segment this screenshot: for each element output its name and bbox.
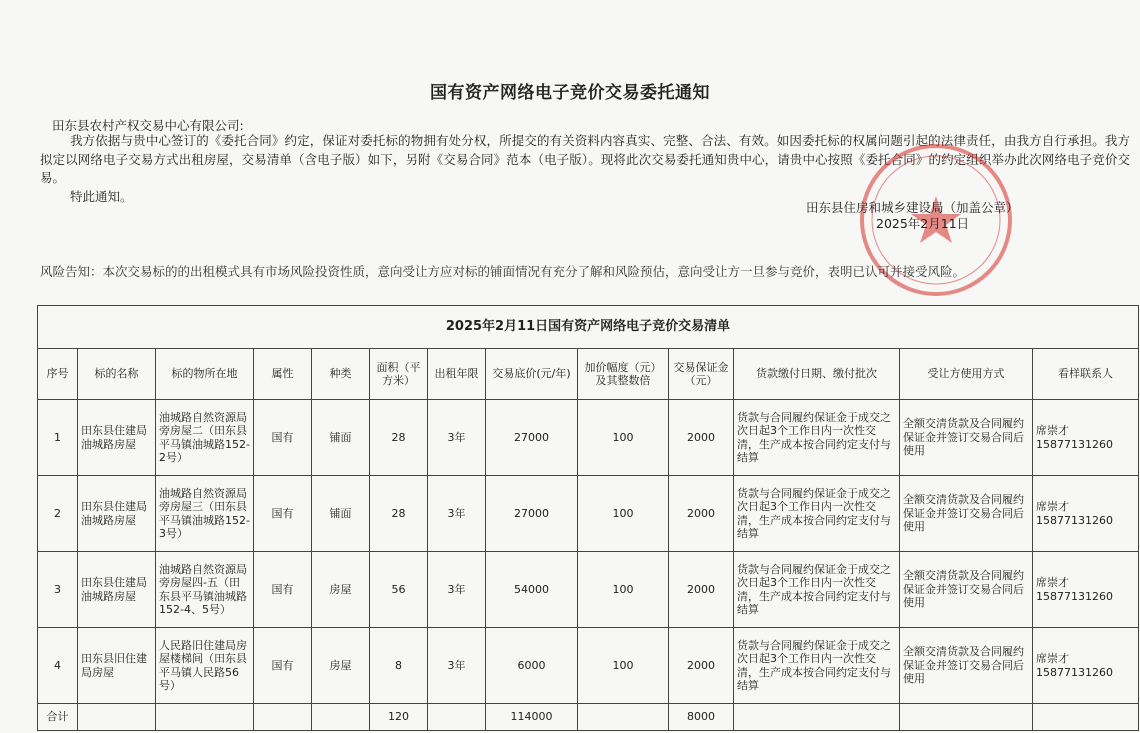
total-row — [38, 704, 1139, 731]
cell-term: 3年 — [428, 552, 486, 628]
cell-usage: 全额交清货款及合同履约保证金并签订交易合同后使用 — [900, 552, 1033, 628]
cell-deposit: 2000 — [669, 476, 734, 552]
cell-payment: 货款与合同履约保证金于成交之次日起3个工作日内一次性交清，生产成本按合同约定支付与结算 — [734, 400, 900, 476]
cell-area: 56 — [370, 552, 428, 628]
table-row — [38, 552, 1139, 628]
closing-text: 特此通知。 — [70, 189, 133, 204]
header-location: 标的物所在地 — [156, 349, 254, 400]
total-label: 合计 — [38, 704, 78, 731]
table-row — [38, 628, 1139, 704]
cell-price: 54000 — [486, 552, 578, 628]
cell-payment: 货款与合同履约保证金于成交之次日起3个工作日内一次性交清，生产成本按合同约定支付与结算 — [734, 628, 900, 704]
cell-type: 铺面 — [312, 400, 370, 476]
header-type: 种类 — [312, 349, 370, 400]
cell-name: 田东县住建局油城路房屋 — [78, 476, 156, 552]
total-deposit: 8000 — [669, 704, 734, 731]
cell-usage: 全额交清货款及合同履约保证金并签订交易合同后使用 — [900, 476, 1033, 552]
cell-term: 3年 — [428, 628, 486, 704]
cell-contact: 席崇才15877131260 — [1033, 476, 1139, 552]
issue-date: 2025年2月11日 — [876, 216, 970, 231]
cell-usage: 全额交清货款及合同履约保证金并签订交易合同后使用 — [900, 628, 1033, 704]
header-payment: 货款缴付日期、缴付批次 — [734, 349, 900, 400]
cell-area: 28 — [370, 400, 428, 476]
cell-increment: 100 — [578, 476, 669, 552]
cell-deposit: 2000 — [669, 400, 734, 476]
risk-notice: 风险告知：本次交易标的的出租模式具有市场风险投资性质，意向受让方应对标的铺面情况有充分了解和风险预估，意向受让方一旦参与竞价，表明已认可并接受风险。 — [40, 264, 966, 279]
cell-attr: 国有 — [254, 552, 312, 628]
cell-contact: 席崇才15877131260 — [1033, 552, 1139, 628]
cell-payment: 货款与合同履约保证金于成交之次日起3个工作日内一次性交清，生产成本按合同约定支付与结算 — [734, 476, 900, 552]
cell-area: 8 — [370, 628, 428, 704]
cell-term: 3年 — [428, 400, 486, 476]
cell-increment: 100 — [578, 400, 669, 476]
header-term: 出租年限 — [428, 349, 486, 400]
cell-name: 田东县住建局油城路房屋 — [78, 552, 156, 628]
total-price: 114000 — [486, 704, 578, 731]
table-row — [38, 476, 1139, 552]
header-deposit: 交易保证金（元） — [669, 349, 734, 400]
cell-attr: 国有 — [254, 628, 312, 704]
cell-increment: 100 — [578, 628, 669, 704]
cell-area: 28 — [370, 476, 428, 552]
notice-title: 国有资产网络电子竞价交易委托通知 — [430, 83, 710, 103]
issuer: 田东县住房和城乡建设局（加盖公章） — [806, 200, 1019, 215]
header-price: 交易底价(元/年) — [486, 349, 578, 400]
cell-usage: 全额交清货款及合同履约保证金并签订交易合同后使用 — [900, 400, 1033, 476]
cell-location: 人民路旧住建局房屋楼梯间（田东县平马镇人民路56号） — [156, 628, 254, 704]
header-increment: 加价幅度（元）及其整数倍 — [578, 349, 669, 400]
header-no: 序号 — [38, 349, 78, 400]
cell-attr: 国有 — [254, 400, 312, 476]
cell-contact: 席崇才15877131260 — [1033, 628, 1139, 704]
cell-no: 4 — [38, 628, 78, 704]
cell-location: 油城路自然资源局旁房屋四-五（田东县平马镇油城路152-4、5号） — [156, 552, 254, 628]
cell-name: 田东县旧住建局房屋 — [78, 628, 156, 704]
cell-name: 田东县住建局油城路房屋 — [78, 400, 156, 476]
header-usage: 受让方使用方式 — [900, 349, 1033, 400]
table-caption: 2025年2月11日国有资产网络电子竞价交易清单 — [38, 306, 1139, 349]
cell-price: 27000 — [486, 400, 578, 476]
notice-body: 我方依据与贵中心签订的《委托合同》约定，保证对委托标的物拥有处分权，所提交的有关资料内容真实、完整、合法、有效。如因委托标的权属问题引起的法律责任，由我方自行承担。我方拟定以网络电子交易方式出租房屋，交易清单（含电子版）如下，另附《交易合同》范本（电子版）。现将此次交易委托通知贵中心，请贵中心按照《委托合同》的约定组织举办此次网络电子竞价交易。 — [40, 133, 1130, 185]
cell-term: 3年 — [428, 476, 486, 552]
cell-price: 6000 — [486, 628, 578, 704]
cell-deposit: 2000 — [669, 628, 734, 704]
transaction-table — [37, 305, 1139, 731]
cell-attr: 国有 — [254, 476, 312, 552]
cell-type: 铺面 — [312, 476, 370, 552]
header-attr: 属性 — [254, 349, 312, 400]
table-row — [38, 400, 1139, 476]
cell-location: 油城路自然资源局旁房屋二（田东县平马镇油城路152-2号） — [156, 400, 254, 476]
header-contact: 看样联系人 — [1033, 349, 1139, 400]
addressee: 田东县农村产权交易中心有限公司: — [52, 118, 244, 133]
cell-payment: 货款与合同履约保证金于成交之次日起3个工作日内一次性交清，生产成本按合同约定支付与结算 — [734, 552, 900, 628]
header-name: 标的名称 — [78, 349, 156, 400]
cell-deposit: 2000 — [669, 552, 734, 628]
cell-no: 3 — [38, 552, 78, 628]
cell-price: 27000 — [486, 476, 578, 552]
cell-type: 房屋 — [312, 628, 370, 704]
cell-no: 2 — [38, 476, 78, 552]
header-area: 面积（平方米） — [370, 349, 428, 400]
cell-contact: 席崇才15877131260 — [1033, 400, 1139, 476]
cell-no: 1 — [38, 400, 78, 476]
cell-increment: 100 — [578, 552, 669, 628]
table-header-row — [38, 349, 1139, 400]
total-area: 120 — [370, 704, 428, 731]
cell-type: 房屋 — [312, 552, 370, 628]
transaction-table-wrapper — [37, 305, 1138, 731]
cell-location: 油城路自然资源局旁房屋三（田东县平马镇油城路152-3号） — [156, 476, 254, 552]
